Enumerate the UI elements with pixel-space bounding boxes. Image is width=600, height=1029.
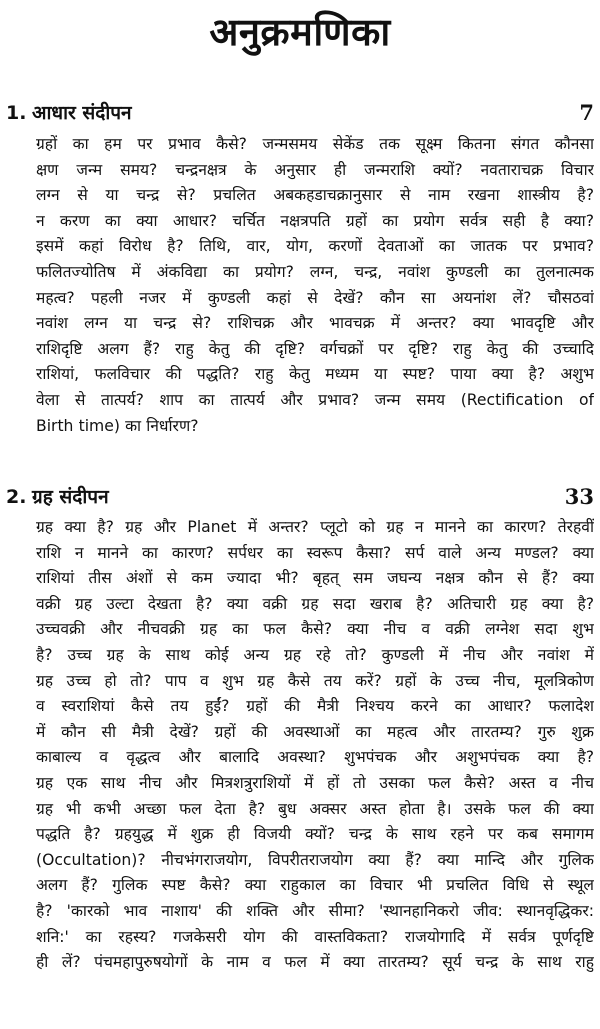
body-line: राशियां तीस अंशों से कम ज्यादा भी? बृहत् सम जघन्य नक्षत्र कौन से हैं? क्या: [36, 569, 594, 588]
body-line: शनि:' का रहस्य? गजकेसरी योग की वास्तविकता? राजयोगादि में सर्वत्र पूर्णदृष्टि: [36, 927, 594, 946]
section-title: ग्रह संदीपन: [32, 486, 109, 508]
body-line: राशिदृष्टि अलग हैं? राहु केतु की दृष्टि? वर्गचक्रों पर दृष्टि? राहु केतु की उच्चादि: [36, 339, 594, 358]
body-line: है? 'कारको भाव नाशाय' की शक्ति और सीमा? 'स्थानहानिकरो जीव: स्थानवृद्धिकर:: [36, 901, 594, 920]
section-body-aadhar-sandipan: [36, 132, 594, 439]
body-line: क्षण जन्म समय? चन्द्रनक्षत्र के अनुसार ही जन्मराशि क्यों? नवताराचक्र विचार: [36, 160, 594, 179]
body-line: ग्रह उच्च हो तो? पाप व शुभ ग्रह कैसे तय करें? ग्रहों के उच्च नीच, मूलत्रिकोण: [36, 671, 594, 690]
body-line: नवांश लग्न या चन्द्र से? राशिचक्र और भावचक्र में अन्तर? क्या भावदृष्टि और: [36, 314, 594, 333]
body-line: काबाल्य व वृद्धत्व और बालादि अवस्था? शुभपंचक और अशुभपंचक क्या है?: [36, 748, 594, 767]
section-title: आधार संदीपन: [32, 102, 132, 124]
body-line: राशियां, फलविचार की पद्धति? राहु केतु मध्यम या स्पष्ट? पाया क्या है? अशुभ: [36, 365, 594, 384]
body-line: वक्री ग्रह उल्टा देखता है? क्या वक्री ग्रह सदा खराब है? अतिचारी ग्रह क्या है?: [36, 594, 594, 613]
body-line: पद्धति है? ग्रहयुद्ध में शुक्र ही विजयी क्यों? चन्द्र के साथ रहने पर कब समागम: [36, 825, 594, 844]
section-page-number: 33: [564, 484, 594, 509]
section-heading-grah-sandipan: [6, 480, 594, 514]
body-line: है? उच्च ग्रह के साथ कोई अन्य ग्रह रहे तो? कुण्डली में नीच और नवांश में: [36, 645, 594, 664]
section-body-grah-sandipan: [36, 515, 594, 976]
body-line: व स्वराशियां कैसे तय हुईं? ग्रहों की मैत्री निश्चय करने का आधार? फलादेश: [36, 697, 594, 716]
body-line: महत्व? पहली नजर में कुण्डली कहां से देखें? कौन सा अयनांश लें? चौसठवां: [36, 288, 594, 307]
section-number: 2.: [6, 486, 27, 508]
page-title: अनुक्रमणिका: [209, 10, 391, 54]
body-line: अलग हैं? गुलिक स्पष्ट कैसे? क्या राहुकाल का विचार भी प्रचलित विधि से स्थूल: [36, 876, 594, 895]
body-line: ग्रह भी कभी अच्छा फल देता है? बुध अक्सर अस्त होता है। उसके फल की क्या: [36, 799, 594, 818]
body-line: में कौन सी मैत्री देखें? ग्रहों की अवस्थाओं का महत्व और तारतम्य? गुरु शुक्र: [36, 722, 594, 741]
body-line: न करण का क्या आधार? चर्चित नक्षत्रपति ग्रहों का प्रयोग सर्वत्र सही है क्या?: [36, 211, 594, 230]
body-line: (Occultation)? नीचभंगराजयोग, विपरीतराजयोग क्या हैं? क्या मान्दि और गुलिक: [36, 850, 594, 869]
body-line: ग्रहों का हम पर प्रभाव कैसे? जन्मसमय सेकेंड तक सूक्ष्म कितना संगत कौनसा: [36, 135, 594, 153]
body-line: ही लें? पंचमहापुरुषयोगों के नाम व फल में क्या तारतम्य? सूर्य चन्द्र के साथ राहु: [36, 953, 594, 972]
section-number: 1.: [6, 102, 27, 124]
body-line: राशि न मानने का कारण? सर्पधर का स्वरूप कैसा? सर्प वाले अन्य मण्डल? क्या: [36, 543, 594, 562]
body-line: वेला से तात्पर्य? शाप का तात्पर्य और प्रभाव? जन्म समय (Rectification of: [36, 390, 594, 409]
body-line: फलितज्योतिष में अंकविद्या का प्रयोग? लग्न, चन्द्र, नवांश कुण्डली का तुलनात्मक: [36, 262, 594, 281]
body-line: ग्रह एक साथ नीच और मित्रशत्रुराशियों में हों तो उसका फल कैसे? अस्त व नीच: [36, 773, 594, 792]
body-line: इसमें कहां विरोध है? तिथि, वार, योग, करणों देवताओं का जातक पर प्रभाव?: [36, 237, 594, 256]
body-line: उच्चवक्री और नीचवक्री ग्रह का फल कैसे? क्या नीच व वक्री लग्नेश सदा शुभ: [36, 620, 594, 639]
body-line: ग्रह क्या है? ग्रह और Planet में अन्तर? प्लूटो को ग्रह न मानने का कारण? तेरहवीं: [36, 518, 594, 536]
body-line: लग्न से या चन्द्र से? प्रचलित अबकहडाचक्रानुसार से नाम रखना शास्त्रीय है?: [36, 186, 594, 205]
section-heading-aadhar-sandipan: [6, 96, 594, 130]
section-page-number: 7: [579, 100, 594, 125]
body-line: Birth time) का निर्धारण?: [36, 416, 199, 435]
